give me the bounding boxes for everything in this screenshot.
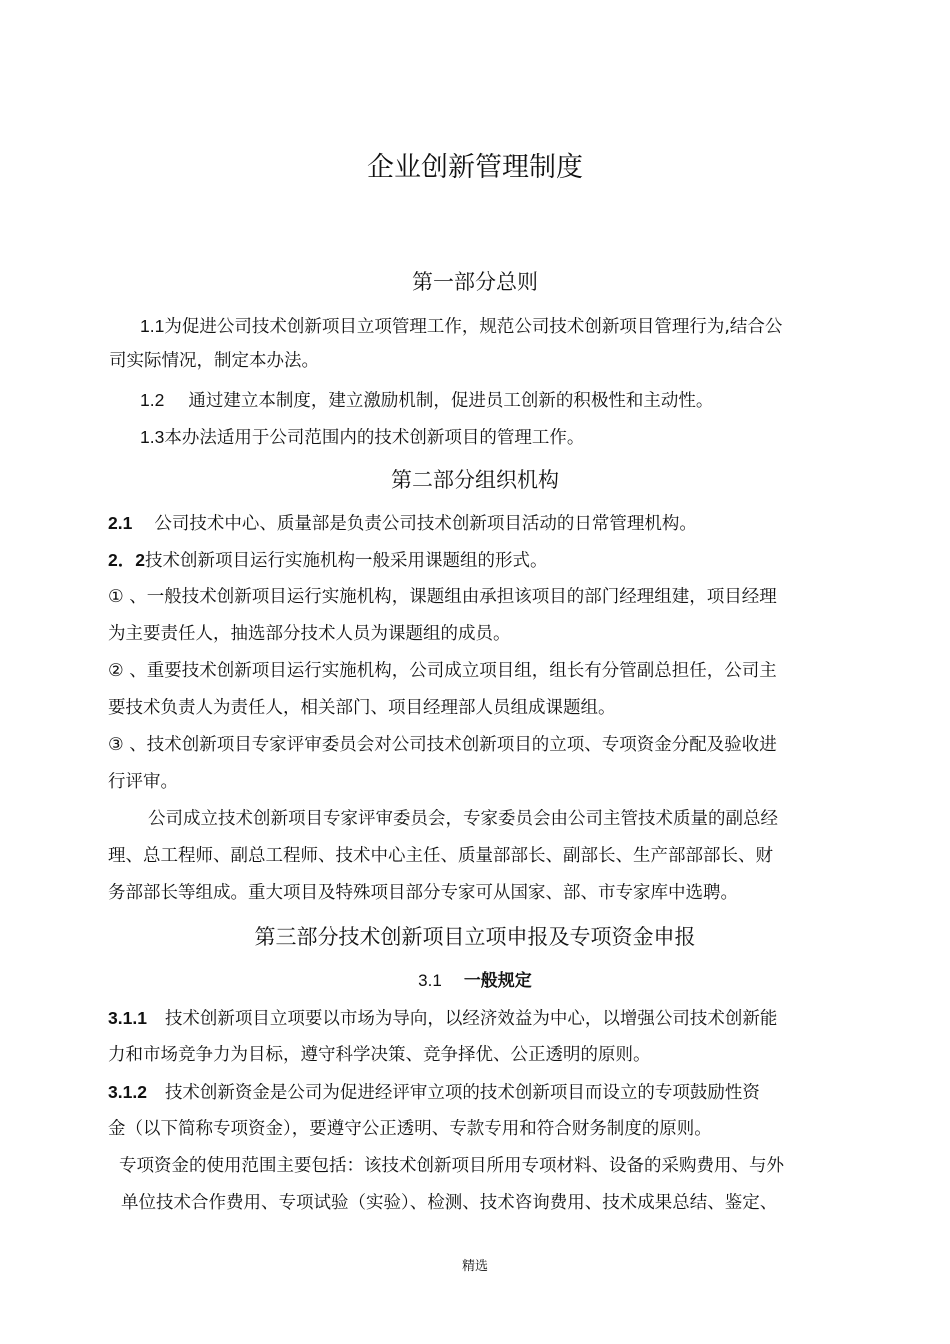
part2-para-line1: 公司成立技术创新项目专家评审委员会，专家委员会由公司主管技术质量的副总经 [148, 809, 778, 829]
part2-para-line2: 理、总工程师、副总工程师、技术中心主任、质量部部长、副部长、生产部部部长、财 [108, 846, 773, 866]
part3-p3-line1: 专项资金的使用范围主要包括：该技术创新项目所用专项材料、设备的采购费用、与外 [119, 1156, 784, 1176]
clause-number: 3.1.1 [108, 1008, 147, 1028]
part1-p3 [140, 429, 584, 448]
clause-text: 公司技术中心、质量部是负责公司技术创新项目活动的日常管理机构。 [154, 514, 697, 534]
part2-heading: 第二部分组织机构 [391, 468, 559, 492]
clause-number: 2.1 [108, 513, 133, 533]
clause-text: 技术创新资金是公司为促进经评审立项的技术创新项目而设立的专项鼓励性资 [164, 1083, 760, 1103]
section-3-1-heading [0, 972, 950, 990]
clause-text: 技术创新项目运行实施机构一般采用课题组的形式。 [144, 551, 548, 571]
section-number: 3.1 [418, 971, 442, 990]
part3-p2-line2: 金（以下简称专项资金），要遵守公正透明、专款专用和符合财务制度的原则。 [108, 1119, 712, 1139]
clause-number: 1.1 [140, 316, 165, 336]
part2-item3-line2: 行评审。 [108, 772, 178, 792]
part1-p2 [140, 392, 713, 411]
part3-p2-line1 [108, 1084, 760, 1103]
part3-p1-line1 [108, 1010, 777, 1029]
part1-heading: 第一部分总则 [412, 270, 538, 294]
clause-text: 为促进公司技术创新项目立项管理工作，规范公司技术创新项目管理行为,结合公 [164, 317, 783, 337]
clause-text: 本办法适用于公司范围内的技术创新项目的管理工作。 [164, 428, 585, 448]
part2-para-line3: 务部部长等组成。重大项目及特殊项目部分专家可从国家、部、市专家库中选聘。 [108, 883, 738, 903]
clause-text: 通过建立本制度，建立激励机制，促进员工创新的积极性和主动性。 [188, 391, 714, 411]
clause-number: 2．2 [108, 550, 145, 570]
part3-p3-line2: 单位技术合作费用、专项试验（实验）、检测、技术咨询费用、技术成果总结、鉴定、 [121, 1193, 778, 1213]
part2-item1-line1: ① 、一般技术创新项目运行实施机构，课题组由承担该项目的部门经理组建，项目经理 [108, 587, 777, 607]
clause-number: 3.1.2 [108, 1082, 147, 1102]
document-title: 企业创新管理制度 [367, 152, 583, 183]
part1-p1-line1 [140, 318, 782, 337]
part2-item2-line2: 要技术负责人为责任人，相关部门、项目经理部人员组成课题组。 [108, 698, 616, 718]
page-footer: 精选 [461, 1259, 488, 1274]
section-title: 一般规定 [463, 971, 532, 991]
part2-p1 [108, 515, 697, 534]
part2-item2-line1: ② 、重要技术创新项目运行实施机构，公司成立项目组，组长有分管副总担任，公司主 [108, 661, 777, 681]
clause-number: 1.3 [140, 427, 165, 447]
part2-p2 [108, 552, 547, 571]
part2-item3-line1: ③ 、技术创新项目专家评审委员会对公司技术创新项目的立项、专项资金分配及验收进 [108, 735, 777, 755]
part2-item1-line2: 为主要责任人，抽选部分技术人员为课题组的成员。 [108, 624, 511, 644]
part1-p1-line2: 司实际情况，制定本办法。 [109, 351, 319, 371]
part3-p1-line2: 力和市场竞争力为目标，遵守科学决策、竞争择优、公正透明的原则。 [108, 1045, 651, 1065]
clause-text: 技术创新项目立项要以市场为导向，以经济效益为中心，以增强公司技术创新能 [164, 1009, 778, 1029]
clause-number: 1.2 [140, 390, 165, 410]
part3-heading: 第三部分技术创新项目立项申报及专项资金申报 [254, 925, 696, 949]
